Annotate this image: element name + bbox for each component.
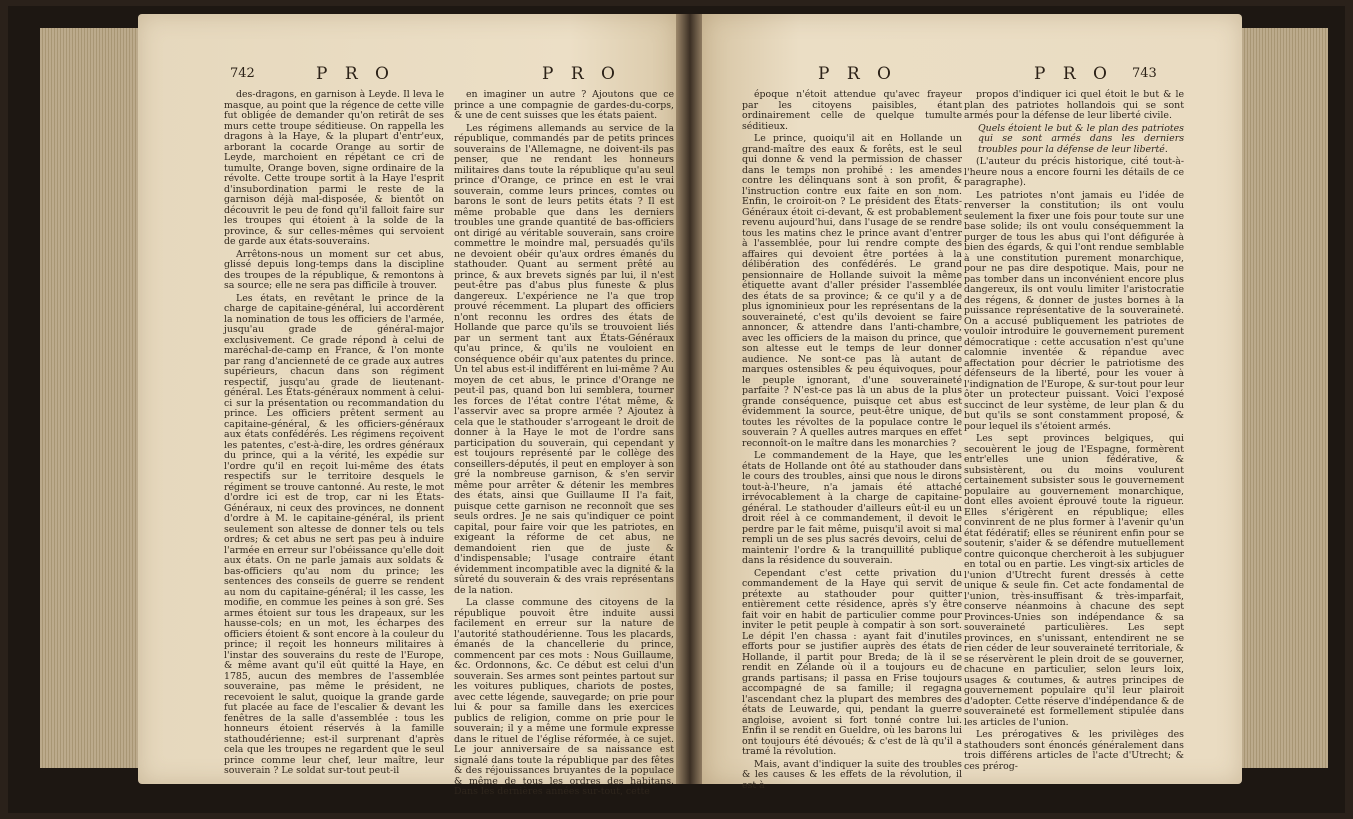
paragraph: Quels étoient le but & le plan des patriotes qui se sont armés dans les derniers troubles pour la défense de leur liberté.: [978, 122, 1184, 155]
page-number-left: 742: [230, 66, 255, 81]
right-page-edges: [1242, 28, 1328, 768]
paragraph: propos d'indiquer ici quel étoit le but & le plan des patriotes hollandois qui se sont armés pour la défense de leur liberté civile.: [964, 89, 1184, 121]
paragraph: Cependant c'est cette privation du commandement de la Haye qui servit de prétexte au stathouder pour quitter entièrement cette résidence, après s'y être fait voir en habit de particulier comme pour inviter le petit peuple à compatir à son sort. Le dépit l'en chassa : ayant fait d'inutiles efforts pour se justifier auprès des états de Hollande, il partit pour Breda; de là il se rendit en Zélande où il a toujours eu de grands partisans; il passa en Frise toujours accompagné de sa famille; il regagna l'ascendant chez la plupart des membres des états de Leuwarde, qui, pendant la guerre angloise, avoient si fort tonné contre lui. Enfin il se rendit en Gueldre, où les barons lui ont toujours été dévoués; & c'est de là qu'il a tramé la révolution.: [742, 567, 962, 757]
left-page-header: [138, 66, 678, 90]
running-head-left-2: P R O: [542, 64, 621, 84]
left-page-column-2: [454, 90, 674, 800]
right-page-column-1: [742, 90, 962, 793]
book-gutter: [676, 14, 704, 784]
paragraph: époque n'étoit attendue qu'avec frayeur par les citoyens paisibles, étant ordinairement celle de quelque tumulte séditieux.: [742, 89, 962, 132]
paragraph: Le prince, quoiqu'il ait en Hollande un grand-maître des eaux & forêts, est le seul qui donne & vend la permission de chasser dans le temps non prohibé : les amendes contre les délinquans sont à son profit, & l'instruction contre eux faite en son nom. Enfin, le croiroit-on ? Le président des États-Généraux étoit ci-devant, & est probablement revenu aujourd'hui, dans l'usage de se rendre tous les matins chez le prince avant d'entrer à l'assemblée, pour lui rendre compte des affaires qui devoient être portées à la délibération des confédérés. Le grand pensionnaire de Hollande suivoit la même étiquette avant d'aller présider l'assemblée des états de sa province; & ce qu'il y a de plus ignominieux pour les représentans de la souveraineté, c'est qu'ils devoient se faire annoncer, & attendre dans l'anti-chambre, avec les officiers de la maison du prince, que son altesse eut le temps de leur donner audience. Ne sont-ce pas là autant de marques ostensibles & peu équivoques, pour le peuple ignorant, d'une souveraineté parfaite ? N'est-ce pas là un abus de la plus grande conséquence, puisque cet abus est évidemment la source, peut-être unique, de toutes les révoltes de la populace contre le souverain ? À quelles autres marques en effet reconnoît-on le maître dans les monarchies ?: [742, 133, 962, 449]
left-page-edges: [40, 28, 138, 768]
paragraph: en imaginer un autre ? Ajoutons que ce prince a une compagnie de gardes-du-corps, & une de cent suisses que les états paient.: [454, 89, 674, 121]
left-page-column-1: [224, 90, 444, 779]
running-head-right-1: P R O: [818, 64, 897, 84]
paragraph: Les régimens allemands au service de la république, commandés par de petits princes souverains de l'Allemagne, ne doivent-ils pas penser, que ne rendant les honneurs militaires dans toute la république qu'au seul prince d'Orange, ce prince en est le vrai souverain, comme leurs princes, comtes ou barons le sont de leurs petits états ? Il est même probable que dans les derniers troubles une grande quantité de bas-officiers ont dirigé au véritable souverain, sans croire commettre le moindre mal, persuadés qu'ils ne devoient obéir qu'aux ordres émanés du stathouder. Quant au serment prêté au prince, & aux brevets signés par lui, il n'est peut-être pas d'abus plus funeste & plus dangereux. L'expérience ne l'a que trop prouvé récemment. La plupart des officiers n'ont reconnu les ordres des états de Hollande que parce qu'ils se trouvoient liés par un serment tant aux États-Généraux qu'au prince, & qu'ils ne vouloient en conséquence obéir qu'aux patentes du prince. Un tel abus est-il indifférent en lui-même ? Au moyen de cet abus, le prince d'Orange ne peut-il pas, quand bon lui semblera, tourner les forces de l'état contre l'état même, & l'asservir avec sa propre armée ? Ajoutez à cela que le stathouder s'arrogeant le droit de donner à la Haye le mot de l'ordre sans participation du souverain, qui cependant y est toujours représenté par le collège des conseillers-députés, il peut en employer à son gré la nombreuse garnison, & s'en servir même pour arrêter & détenir les membres des états, ainsi que Guillaume II l'a fait, puisque cette garnison ne reconnoît que ses seuls ordres. Je ne sais qu'indiquer ce point capital, pour faire voir que les patriotes, en exigeant la réforme de cet abus, ne demandoient rien que de juste & d'indispensable; l'usage contraire étant évidemment incompatible avec la dignité & la sûreté du souverain & des vrais représentans de la nation.: [454, 122, 674, 596]
right-page-column-2: [964, 90, 1184, 774]
paragraph: La classe commune des citoyens de la république pouvoit être induite aussi facilement en erreur sur la nature de l'autorité stathoudérienne. Tous les placards, émanés de la chancellerie du prince, commencent par ces mots : Nous Guillaume, &c. Ordonnons, &c. Ce début est celui d'un souverain. Ses armes sont peintes partout sur les voitures publiques, chariots de postes, avec cette légende, sauvegarde; on prie pour lui & pour sa famille dans les exercices publics de religion, comme on prie pour le souverain; il y a même une formule expresse dans le rituel de l'église réformée, à ce sujet. Le jour anniversaire de sa naissance est signalé dans toute la république par des fêtes & des réjouissances bruyantes de la populace & même de tous les ordres des habitans. Dans les dernières années sur-tout, cette: [454, 597, 674, 797]
paragraph: Le commandement de la Haye, que les états de Hollande ont ôté au stathouder dans le cours des troubles, ainsi que nous le dirons tout-à-l'heure, n'a jamais été attaché irrévocablement à la charge de capitaine-général. Le stathouder d'ailleurs eût-il eu un droit réel à ce commandement, il devoit le perdre par le fait même, puisqu'il avoit si mal rempli un de ses plus sacrés devoirs, celui de maintenir l'ordre & la tranquillité publique dans la résidence du souverain.: [742, 450, 962, 566]
running-head-right-2: P R O: [1034, 64, 1113, 84]
paragraph: Arrêtons-nous un moment sur cet abus, glissé depuis long-temps dans la discipline des troupes de la république, & remontons à sa source; elle ne sera pas difficile à trouver.: [224, 248, 444, 291]
left-page: [138, 14, 678, 797]
paragraph: Les états, en revêtant le prince de la charge de capitaine-général, lui accordèrent la nomination de tous les officiers de l'armée, jusqu'au grade de général-major exclusivement. Ce grade répond à celui de maréchal-de-camp en France, & l'on monte par rang d'ancienneté de ce grade aux autres supérieurs, chacun dans son régiment respectif, jusqu'au grade de lieutenant-général. Les États-généraux nomment à celui-ci sur la présentation ou recommandation du prince. Les officiers prêtent serment au capitaine-général, & les officiers-généraux aux états confédérés. Les régimens reçoivent les patentes, c'est-à-dire, les ordres généraux du prince, qui a la vérité, les expédie sur l'ordre qu'il en reçoit lui-même des états respectifs sur le territoire desquels le régiment se trouve cantonné. Au reste, le mot d'ordre ici est de trop, car ni les États-Généraux, ni ceux des provinces, ne donnent d'ordre à M. le capitaine-général, ils prient seulement son altesse de donner tels ou tels ordres; & cet abus ne sert pas peu à induire l'armée en erreur sur l'obéissance qu'elle doit aux états. On ne parle jamais aux soldats & bas-officiers qu'au nom du prince; les sentences des conseils de guerre se rendent au nom du capitaine-général; il les casse, les modifie, en commue les peines à son gré. Ses armes étoient sur tous les drapeaux, sur les hausse-cols; en un mot, les écharpes des officiers étoient & sont encore à la couleur du prince; il reçoit les honneurs militaires à l'instar des souverains du reste de l'Europe, & même avant qu'il eût quitté la Haye, en 1785, aucun des membres de l'assemblée souveraine, pas même le président, ne recevoient le salut, quoique la grande garde fut placée au face de l'escalier & devant les fenêtres de la salle d'assemblée : tous les honneurs étoient réservés à la famille stathoudérienne; est-il surprenant d'après cela que les troupes ne regardent que le seul prince comme leur chef, leur maître, leur souverain ? Le soldat sur-tout peut-il: [224, 292, 444, 776]
paragraph: Les patriotes n'ont jamais eu l'idée de renverser la constitution; ils ont voulu seulement la fixer une fois pour toute sur une base solide; ils ont voulu conséquemment la purger de tous les abus qui l'ont défigurée à bien des égards, & qui l'ont rendue semblable à une constitution purement monarchique, pour ne pas dire despotique. Mais, pour ne pas tomber dans un inconvénient encore plus dangereux, ils ont voulu limiter l'aristocratie des régens, & donner de justes bornes à la puissance représentative de la souveraineté. On a accusé publiquement les patriotes de vouloir introduire le gouvernement purement démocratique : cette accusation n'est qu'une calomnie inventée & répandue avec affectation pour décrier le patriotisme des défenseurs de la liberté, pour les vouer à l'indignation de l'Europe, & sur-tout pour leur ôter un protecteur puissant. Voici l'exposé succinct de leur système, de leur plan & du but qu'ils se sont constamment proposé, & pour lequel ils s'étoient armés.: [964, 189, 1184, 432]
paragraph: Les prérogatives & les privilèges des stathouders sont énoncés généralement dans trois différens articles de l'acte d'Utrecht; & ces prérog-: [964, 729, 1184, 772]
page-number-right: 743: [1132, 66, 1157, 81]
paragraph: (L'auteur du précis historique, cité tout-à-l'heure nous a encore fourni les détails de ce paragraphe).: [964, 156, 1184, 188]
paragraph: Les sept provinces belgiques, qui secouèrent le joug de l'Espagne, formèrent entr'elles une union fédérative, & subsistèrent, ou du moins voulurent certainement subsister sous le gouvernement populaire au gouvernement monarchique, dont elles avoient éprouvé toute la rigueur. Elles s'érigèrent en république; elles convinrent de ne plus former à l'avenir qu'un état fédératif; elles se réunirent enfin pour se soutenir, s'aider & se défendre mutuellement contre quiconque chercheroit à les subjuguer en total ou en partie. Les vingt-six articles de l'union d'Utrecht furent dressés à cette unique & seule fin. Cet acte fondamental de l'union, très-insuffisant & très-imparfait, conserve néanmoins à chacune des sept Provinces-Unies son indépendance & sa souveraineté particulières. Les sept provinces, en s'unissant, entendirent ne se rien céder de leur souveraineté territoriale, & se réservèrent le plein droit de se gouverner, chacune en particulier, selon leurs loix, usages & coutumes, & autres principes de gouvernement populaire qu'il leur plairoit d'adopter. Cette réserve d'indépendance & de souveraineté est formellement stipulée dans les articles de l'union.: [964, 433, 1184, 728]
running-head-left-1: P R O: [316, 64, 395, 84]
right-page: [702, 14, 1242, 791]
paragraph: des-dragons, en garnison à Leyde. Il leva le masque, au point que la régence de cette ville fut obligée de demander qu'on retirât de ses murs cette troupe séditieuse. On rappella les dragons à la Haye, & la plupart d'entr'eux, arborant la cocarde Orange au sortir de Leyde, marchoient en répétant ce cri de tumulte, Orange boven, signe ordinaire de la révolte. Cette troupe sortit à la Haye l'esprit d'insubordination parmi le reste de la garnison déjà mal-disposée, & bientôt on découvrit le peu de fond qu'il falloit faire sur les troupes qui étoient à la solde de la province, & sur celles-mêmes qui servoient de garde aux états-souverains.: [224, 89, 444, 247]
paragraph: Mais, avant d'indiquer la suite des troubles & les causes & les effets de la révolution, il est à: [742, 758, 962, 791]
right-page-header: [702, 66, 1242, 90]
